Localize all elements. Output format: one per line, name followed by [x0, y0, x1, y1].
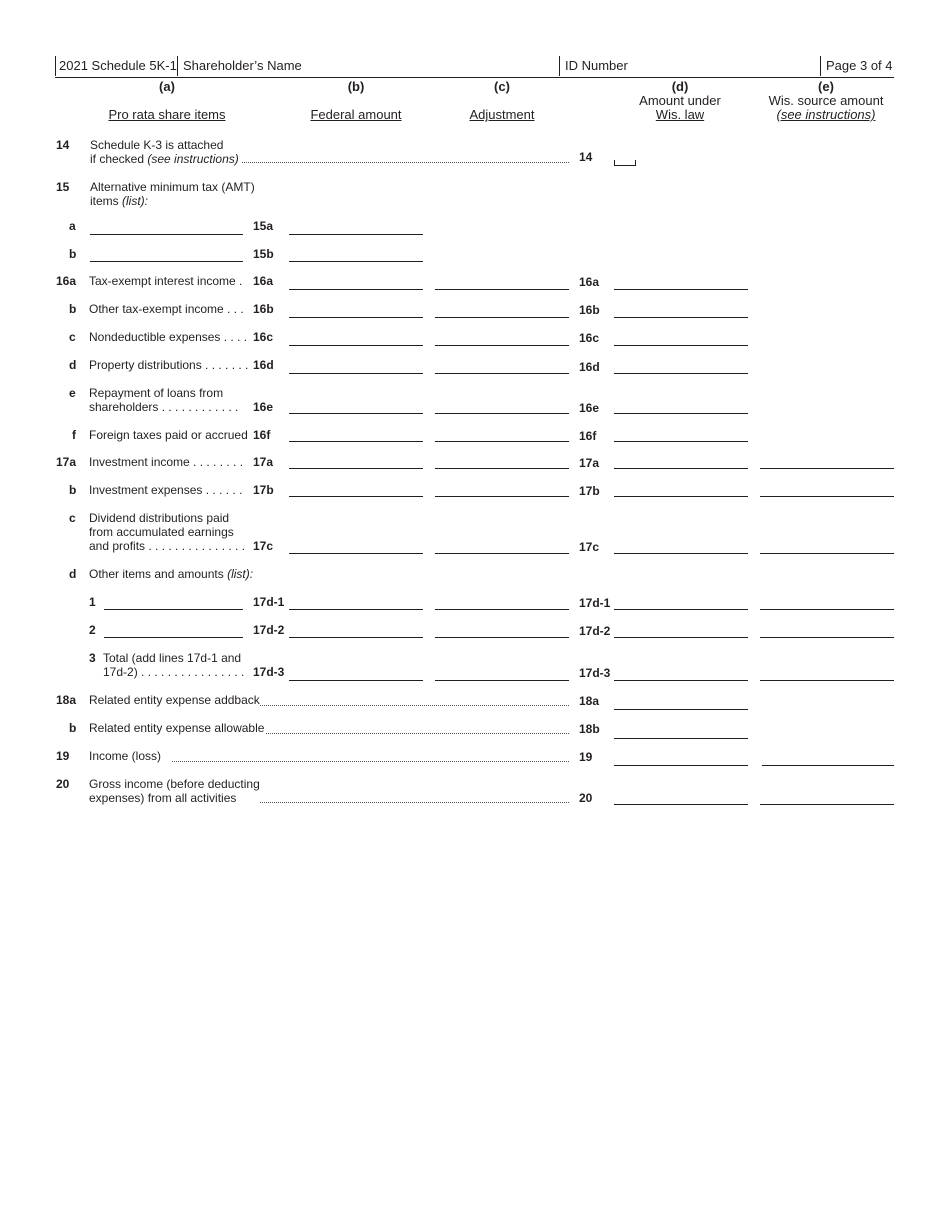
line-18a-ref: 18a: [579, 694, 600, 708]
col-b-title: Federal amount: [310, 107, 402, 122]
line-16a-label: Tax-exempt interest income .: [89, 274, 243, 288]
line-17b-ref: 17b: [253, 483, 274, 497]
line-16b-ref: 16b: [253, 302, 274, 316]
line-18a-label: Related entity expense addback: [89, 693, 260, 707]
line-17d1-federal-field[interactable]: [289, 609, 423, 610]
line-17b-ref-d: 17b: [579, 484, 600, 498]
line-15b-number: b: [69, 247, 77, 261]
line-19-ref: 19: [579, 750, 593, 764]
line-16d-wis-law-field[interactable]: [614, 373, 748, 374]
line-16a-number: 16a: [56, 274, 77, 288]
line-16d-number: d: [69, 358, 77, 372]
line-19-wis-law-field[interactable]: [614, 765, 748, 766]
line-16d-ref: 16d: [253, 358, 274, 372]
line-17d2-number: 2: [89, 623, 96, 637]
line-16e-adjustment-field[interactable]: [435, 413, 569, 414]
line-16e-wis-law-field[interactable]: [614, 413, 748, 414]
leader-dots: [266, 733, 569, 734]
line-17c-number: c: [69, 511, 76, 525]
line-16f-number: f: [72, 428, 76, 442]
line-17d1-item-field[interactable]: [104, 609, 243, 610]
line-17d3-adjustment-field[interactable]: [435, 680, 569, 681]
line-17d1-wis-law-field[interactable]: [614, 609, 748, 610]
line-16c-federal-field[interactable]: [289, 345, 423, 346]
line-16a-federal-field[interactable]: [289, 289, 423, 290]
line-17d3-label: Total (add lines 17d-1 and: [103, 651, 242, 665]
col-a-letter: (a): [159, 79, 175, 94]
line-17b-number: b: [69, 483, 77, 497]
leader-dots: [260, 802, 569, 803]
line-15a-number: a: [69, 219, 76, 233]
line-16d-label: Property distributions . . . . . . .: [89, 358, 249, 372]
line-16d-ref-d: 16d: [579, 360, 600, 374]
line-16e-number: e: [69, 386, 76, 400]
line-18b-ref: 18b: [579, 722, 600, 736]
line-14-number: 14: [56, 138, 70, 152]
line-16b-number: b: [69, 302, 77, 316]
line-17d3-wis-source-field[interactable]: [760, 680, 894, 681]
line-16f-adjustment-field[interactable]: [435, 441, 569, 442]
col-a-title: Pro rata share items: [108, 107, 226, 122]
line-16e-federal-field[interactable]: [289, 413, 423, 414]
shareholder-name-label: Shareholder’s Name: [183, 58, 302, 73]
col-b-letter: (b): [347, 79, 365, 94]
line-16e-ref-d: 16e: [579, 401, 600, 415]
line-16c-adjustment-field[interactable]: [435, 345, 569, 346]
line-17c-wis-law-field[interactable]: [614, 553, 748, 554]
line-18b-number: b: [69, 721, 77, 735]
header-left-border: [55, 56, 56, 76]
line-20-number: 20: [56, 777, 70, 791]
line-16a-adjustment-field[interactable]: [435, 289, 569, 290]
line-16b-adjustment-field[interactable]: [435, 317, 569, 318]
line-17d3-federal-field[interactable]: [289, 680, 423, 681]
line-16c-wis-law-field[interactable]: [614, 345, 748, 346]
line-17d1-adjustment-field[interactable]: [435, 609, 569, 610]
line-16f-federal-field[interactable]: [289, 441, 423, 442]
line-17d3-number: 3: [89, 651, 96, 665]
line-17a-federal-field[interactable]: [289, 468, 423, 469]
line-17d1-wis-source-field[interactable]: [760, 609, 894, 610]
line-17a-wis-source-field[interactable]: [760, 468, 894, 469]
line-15-label: Alternative minimum tax (AMT): [90, 180, 255, 194]
line-17d3-wis-law-field[interactable]: [614, 680, 748, 681]
line-16b-federal-field[interactable]: [289, 317, 423, 318]
line-16e-ref: 16e: [253, 400, 274, 414]
line-20-label: Gross income (before deducting: [89, 777, 260, 791]
line-15a-item-field[interactable]: [90, 234, 243, 235]
line-20-wis-law-field[interactable]: [614, 804, 748, 805]
line-17d2-ref: 17d-2: [253, 623, 285, 637]
line-18a-number: 18a: [56, 693, 77, 707]
line-16b-ref-d: 16b: [579, 303, 600, 317]
line-18b-wis-law-field[interactable]: [614, 738, 748, 739]
form-title: 2021 Schedule 5K-1: [59, 58, 177, 73]
header-divider: [177, 56, 178, 76]
line-20-ref: 20: [579, 791, 593, 805]
line-15-number: 15: [56, 180, 70, 194]
line-17a-wis-law-field[interactable]: [614, 468, 748, 469]
line-16d-federal-field[interactable]: [289, 373, 423, 374]
line-17d3-ref-d: 17d-3: [579, 666, 611, 680]
line-17a-adjustment-field[interactable]: [435, 468, 569, 469]
line-16d-adjustment-field[interactable]: [435, 373, 569, 374]
line-17c-label: and profits . . . . . . . . . . . . . . .: [89, 539, 246, 553]
line-17c-label: from accumulated earnings: [89, 525, 234, 539]
line-19-wis-source-field[interactable]: [762, 765, 894, 766]
line-15a-federal-field[interactable]: [289, 234, 423, 235]
line-16a-wis-law-field[interactable]: [614, 289, 748, 290]
line-17c-label: Dividend distributions paid: [89, 511, 230, 525]
page-number: Page 3 of 4: [826, 58, 893, 73]
line-17a-label: Investment income . . . . . . . .: [89, 455, 244, 469]
line-17d2-federal-field[interactable]: [289, 637, 423, 638]
line-17d2-wis-source-field[interactable]: [760, 637, 894, 638]
line-17b-wis-law-field[interactable]: [614, 496, 748, 497]
line-16c-ref-d: 16c: [579, 331, 600, 345]
line-16a-ref-d: 16a: [579, 275, 600, 289]
line-20-wis-source-field[interactable]: [760, 804, 894, 805]
leader-dots: [260, 705, 569, 706]
header-bottom-rule: [55, 77, 894, 78]
line-17a-number: 17a: [56, 455, 77, 469]
line-16f-ref-d: 16f: [579, 429, 597, 443]
line-17c-federal-field[interactable]: [289, 553, 423, 554]
line-16f-wis-law-field[interactable]: [614, 441, 748, 442]
col-d-letter: (d): [671, 79, 689, 94]
col-e-title-2: (see instructions): [776, 107, 876, 122]
line-17b-adjustment-field[interactable]: [435, 496, 569, 497]
col-d-title-2: Wis. law: [655, 107, 705, 122]
line-16c-label: Nondeductible expenses . . . .: [89, 330, 248, 344]
header-divider: [559, 56, 560, 76]
line-17d1-number: 1: [89, 595, 96, 609]
line-20-label: expenses) from all activities: [89, 791, 237, 805]
id-number-field[interactable]: [630, 56, 815, 76]
line-14-label: Schedule K-3 is attached: [90, 138, 224, 152]
line-17d2-ref-d: 17d-2: [579, 624, 611, 638]
line-16e-label: shareholders . . . . . . . . . . . .: [89, 400, 239, 414]
line-17b-federal-field[interactable]: [289, 496, 423, 497]
line-19-label: Income (loss): [89, 749, 162, 763]
header-divider: [820, 56, 821, 76]
line-16c-number: c: [69, 330, 76, 344]
col-c-title: Adjustment: [469, 107, 535, 122]
line-16b-wis-law-field[interactable]: [614, 317, 748, 318]
line-17d2-item-field[interactable]: [104, 637, 243, 638]
line-15-label: items (list):: [90, 194, 149, 208]
col-d-title-1: Amount under: [639, 93, 721, 108]
id-number-label: ID Number: [565, 58, 628, 73]
line-16f-ref: 16f: [253, 428, 271, 442]
line-16a-ref: 16a: [253, 274, 274, 288]
line-17d3-ref: 17d-3: [253, 665, 285, 679]
line-16f-label: Foreign taxes paid or accrued: [89, 428, 248, 442]
line-17c-wis-source-field[interactable]: [760, 553, 894, 554]
col-c-letter: (c): [494, 79, 510, 94]
line-19-number: 19: [56, 749, 70, 763]
line-17c-ref-d: 17c: [579, 540, 600, 554]
line-15b-ref: 15b: [253, 247, 274, 261]
line-18a-wis-law-field[interactable]: [614, 709, 748, 710]
line-17c-adjustment-field[interactable]: [435, 553, 569, 554]
line-18b-label: Related entity expense allowable: [89, 721, 265, 735]
line-17c-ref: 17c: [253, 539, 274, 553]
line-17d2-adjustment-field[interactable]: [435, 637, 569, 638]
line-16b-label: Other tax-exempt income . . .: [89, 302, 244, 316]
line-17b-wis-source-field[interactable]: [760, 496, 894, 497]
line-17b-label: Investment expenses . . . . . .: [89, 483, 243, 497]
line-16e-label: Repayment of loans from: [89, 386, 224, 400]
line-17a-ref: 17a: [253, 455, 274, 469]
col-e-letter: (e): [818, 79, 834, 94]
leader-dots: [242, 162, 569, 163]
shareholder-name-field[interactable]: [300, 56, 556, 76]
leader-dots: [172, 761, 569, 762]
line-15b-item-field[interactable]: [90, 261, 243, 262]
line-17d3-label: 17d-2) . . . . . . . . . . . . . . . .: [103, 665, 245, 679]
line-17d-number: d: [69, 567, 77, 581]
line-14-ref: 14: [579, 150, 593, 164]
line-16c-ref: 16c: [253, 330, 274, 344]
line-14-label: if checked (see instructions): [90, 152, 239, 166]
line-17d1-ref-d: 17d-1: [579, 596, 611, 610]
line-17d1-ref: 17d-1: [253, 595, 285, 609]
line-14-checkbox[interactable]: [614, 160, 636, 166]
line-17d2-wis-law-field[interactable]: [614, 637, 748, 638]
line-17d-label: Other items and amounts (list):: [89, 567, 254, 581]
col-e-title-1: Wis. source amount: [768, 93, 884, 108]
line-15b-federal-field[interactable]: [289, 261, 423, 262]
line-17a-ref-d: 17a: [579, 456, 600, 470]
line-15a-ref: 15a: [253, 219, 274, 233]
